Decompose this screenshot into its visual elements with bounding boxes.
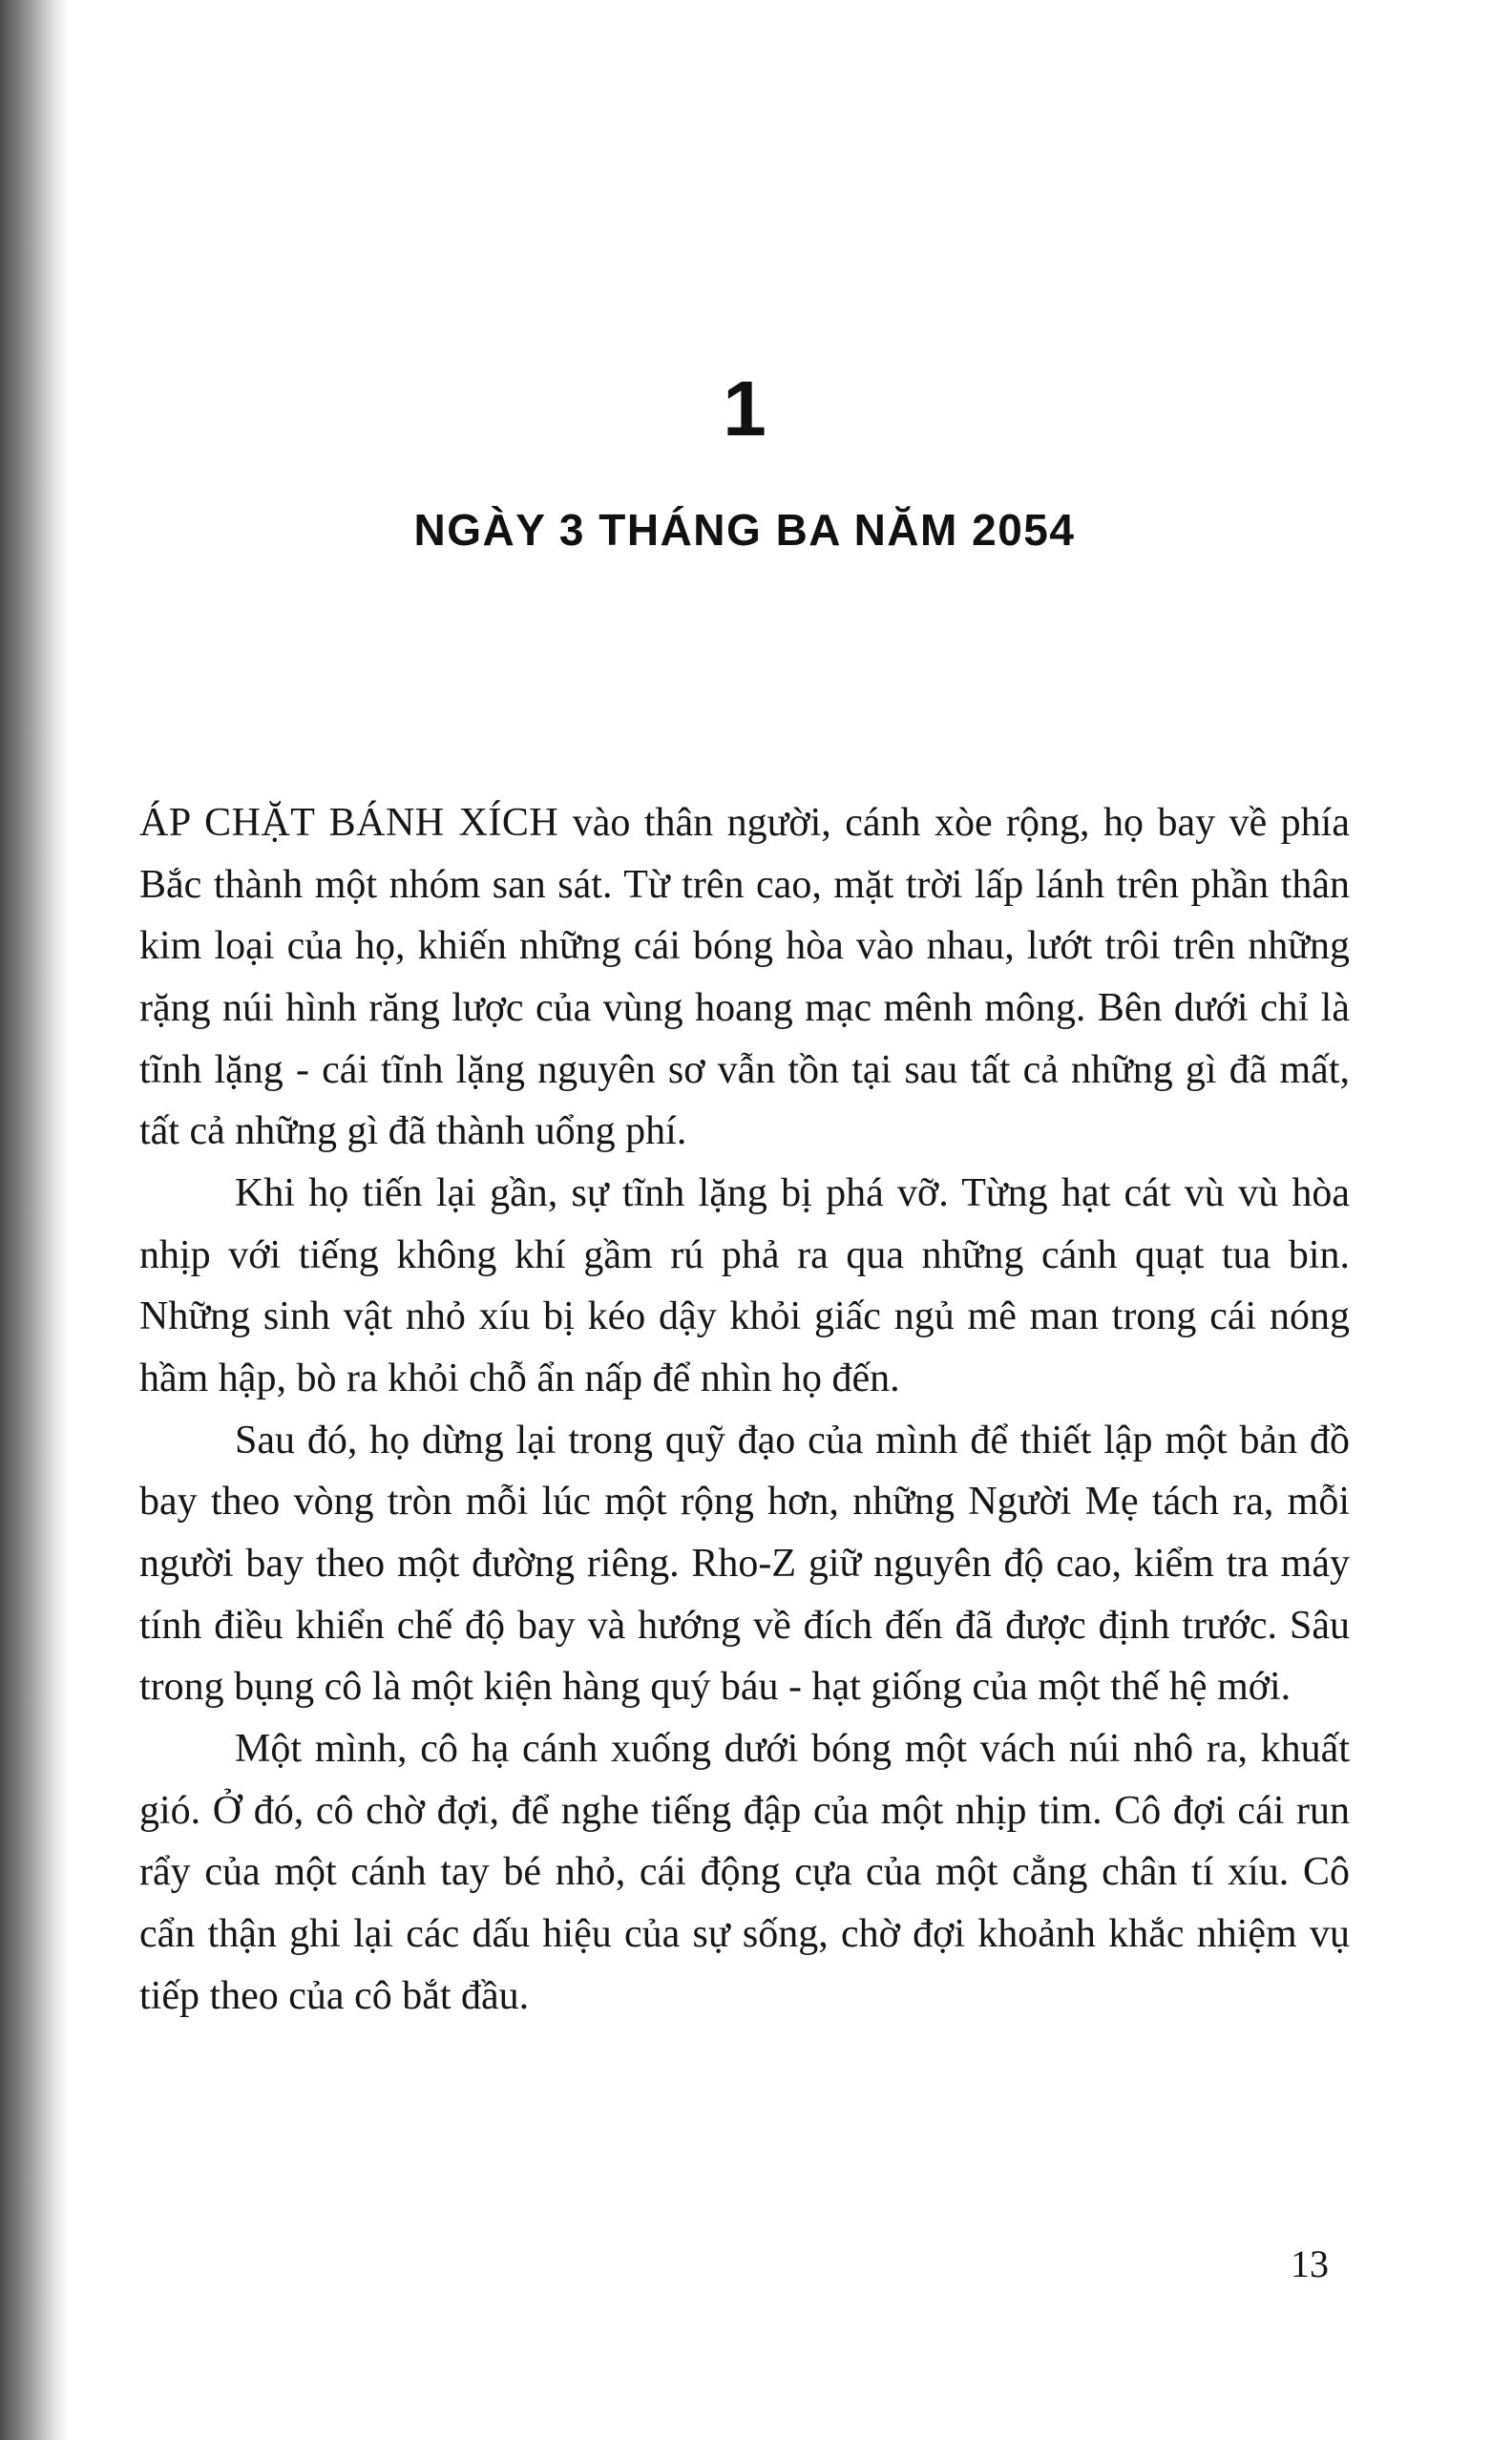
paragraph: Một mình, cô hạ cánh xuống dưới bóng một vách núi nhô ra, khuất gió. Ở đó, cô chờ đợi, để nghe tiếng đập của một nhịp tim. Cô đợi cái run rẩy của một cánh tay bé nhỏ, cái động cựa của một cẳng chân tí xíu. Cô cẩn thận ghi lại các dấu hiệu của sự sống, chờ đợi khoảnh khắc nhiệm vụ tiếp theo của cô bắt đầu. xyxy=(139,1727,1350,2018)
page-content xyxy=(139,366,1350,2027)
chapter-heading: NGÀY 3 THÁNG BA NĂM 2054 xyxy=(413,505,1076,555)
paragraph: Sau đó, họ dừng lại trong quỹ đạo của mình để thiết lập một bản đồ bay theo vòng tròn mỗi lúc một rộng hơn, những Người Mẹ tách ra, mỗi người bay theo một đường riêng. Rho-Z giữ nguyên độ cao, kiểm tra máy tính điều khiển chế độ bay và hướng về đích đến đã được định trước. Sâu trong bụng cô là một kiện hàng quý báu - hạt giống của một thế hệ mới. xyxy=(139,1418,1350,1710)
spine-shadow xyxy=(0,0,69,2440)
paragraph-lead-caps: ÁP CHẶT BÁNH XÍCH xyxy=(139,801,559,845)
paragraph: ÁP CHẶT BÁNH XÍCH vào thân người, cánh xòe rộng, họ bay về phía Bắc thành một nhóm san sát. Từ trên cao, mặt trời lấp lánh trên phần thân kim loại của họ, khiến những cái bóng hòa vào nhau, lướt trôi trên những rặng núi hình răng lược của vùng hoang mạc mênh mông. Bên dưới chỉ là tĩnh lặng - cái tĩnh lặng nguyên sơ vẫn tồn tại sau tất cả những gì đã mất, tất cả những gì đã thành uổng phí. xyxy=(139,801,1350,1154)
chapter-number: 1 xyxy=(723,366,766,452)
paragraph: Khi họ tiến lại gần, sự tĩnh lặng bị phá vỡ. Từng hạt cát vù vù hòa nhịp với tiếng không khí gầm rú phả ra qua những cánh quạt tua bin. Những sinh vật nhỏ xíu bị kéo dậy khỏi giấc ngủ mê man trong cái nóng hầm hập, bò ra khỏi chỗ ẩn nấp để nhìn họ đến. xyxy=(139,1171,1350,1401)
body-text xyxy=(139,792,1350,2027)
page-number: 13 xyxy=(1291,2242,1329,2285)
